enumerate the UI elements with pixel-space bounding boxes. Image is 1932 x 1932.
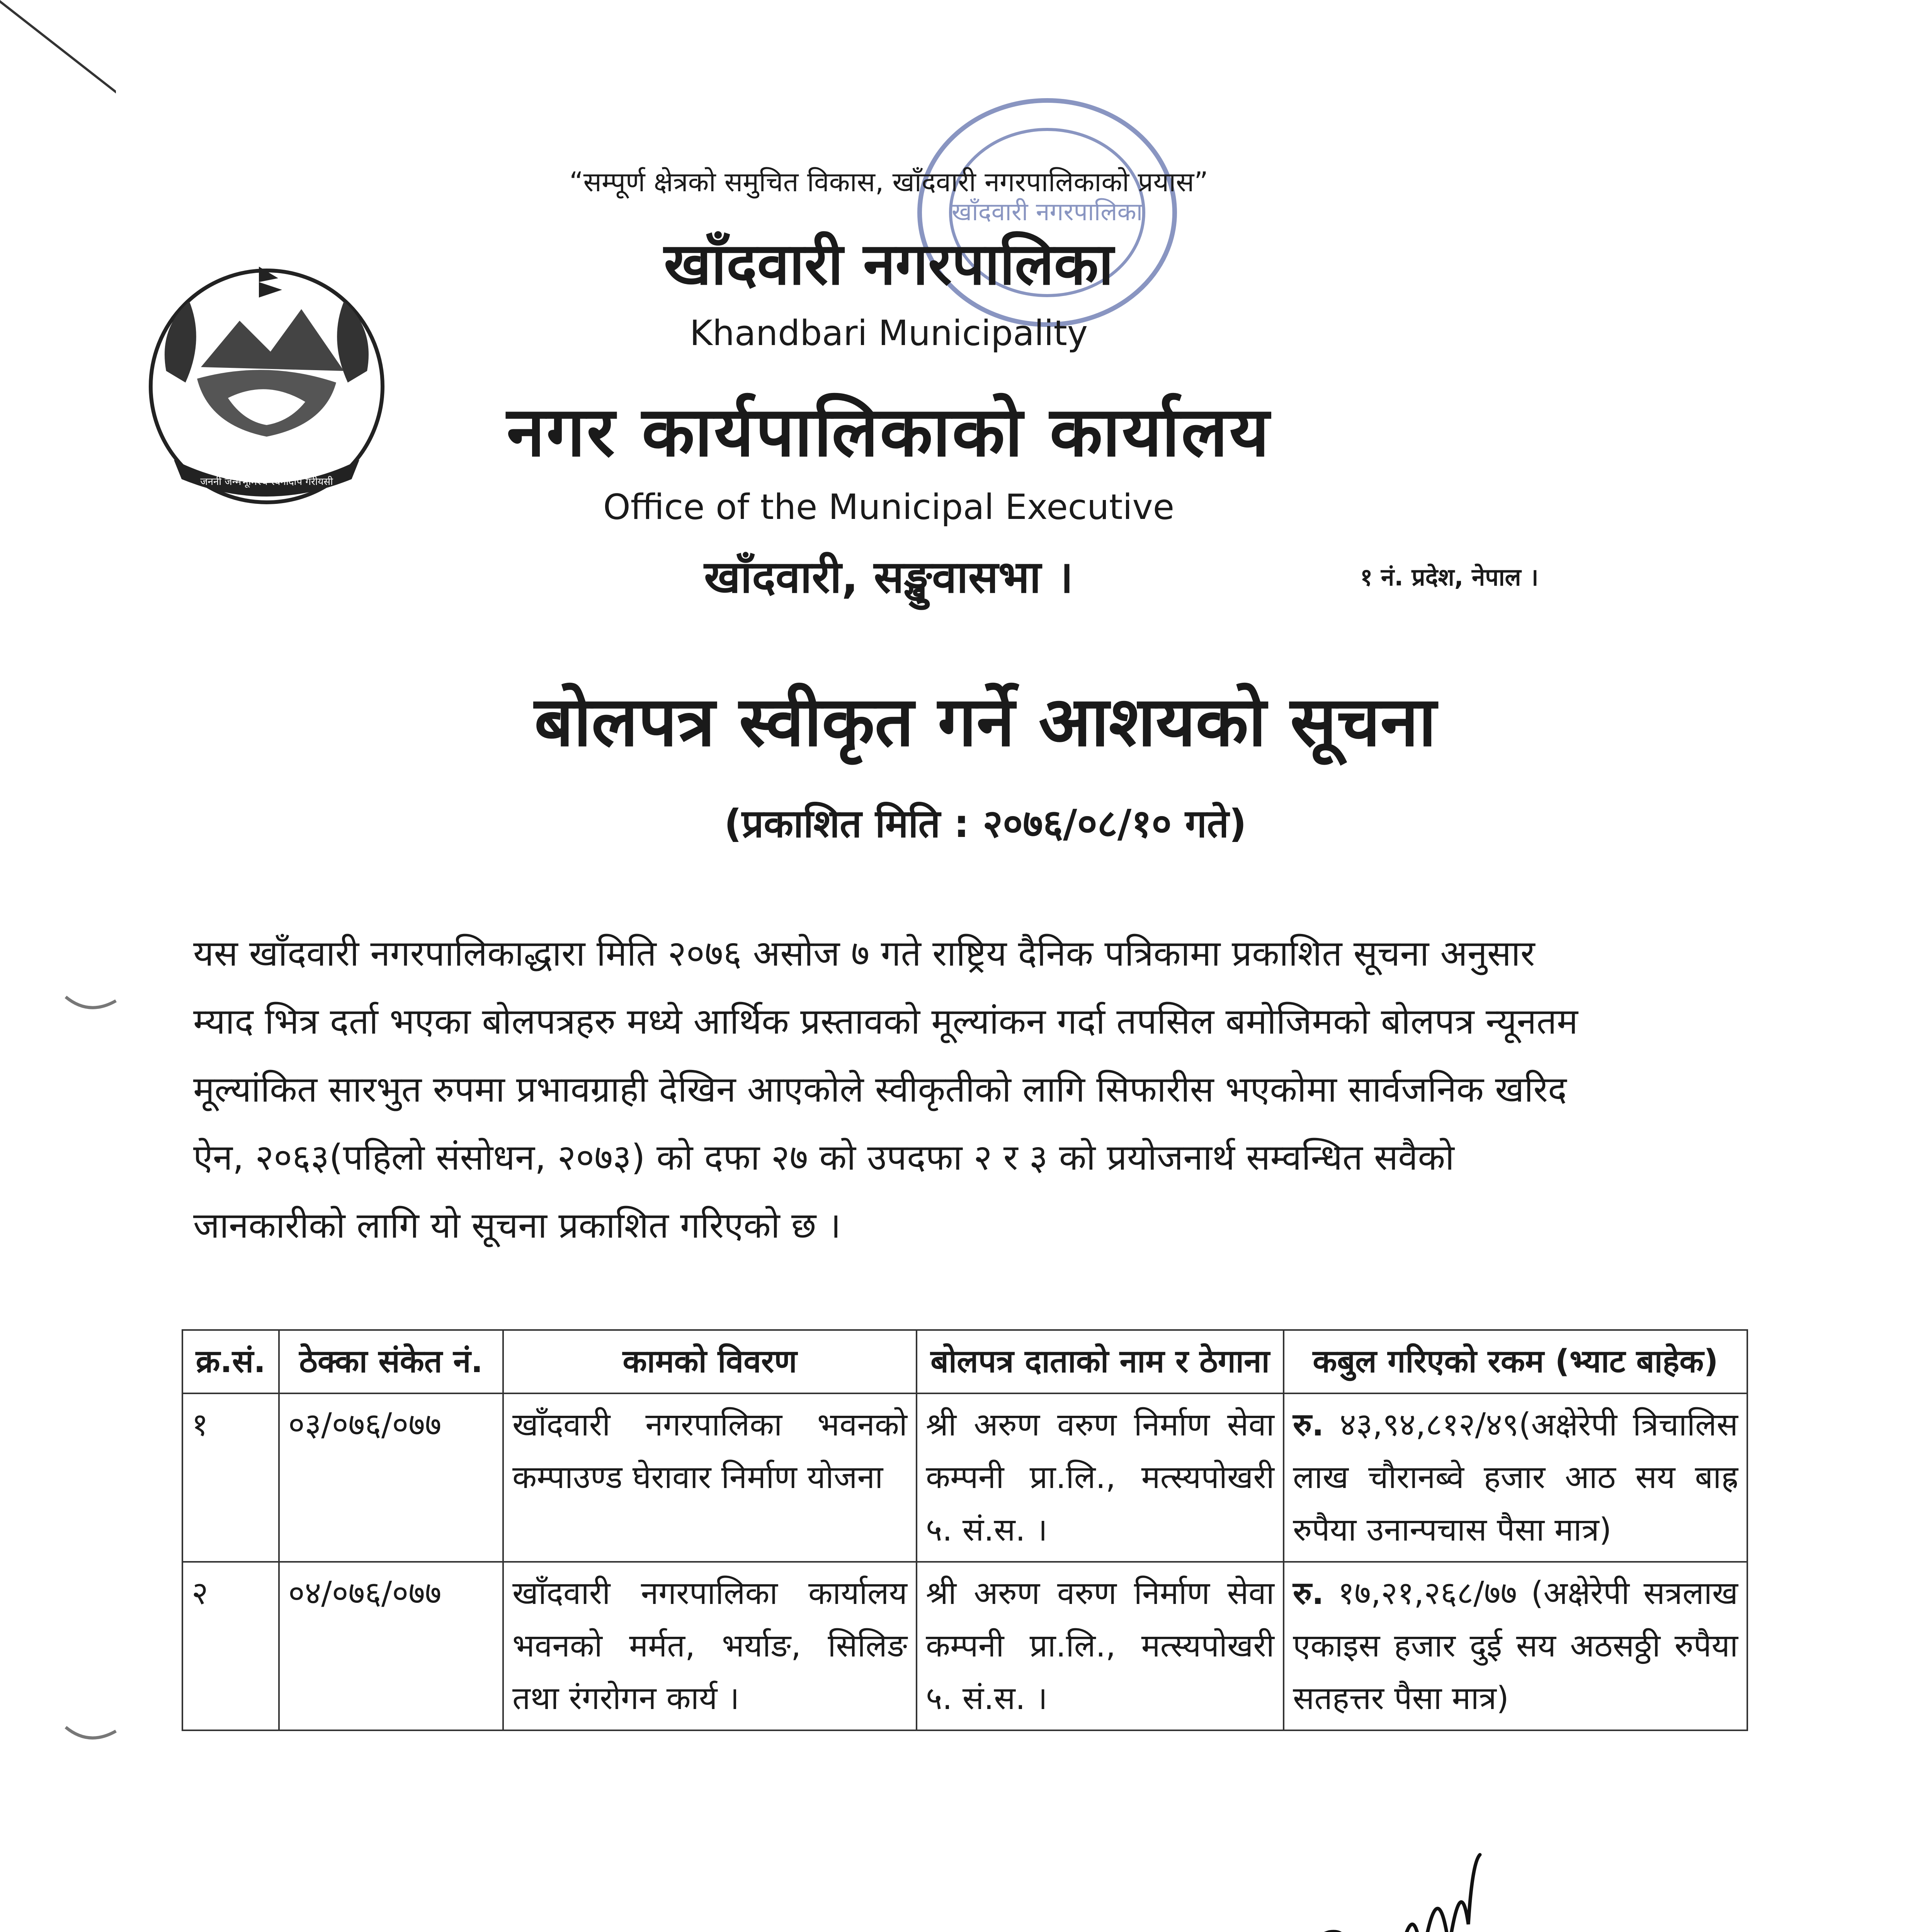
notice-body [193,920,1719,1260]
province-label: १ नं. प्रदेश, नेपाल । [1360,563,1539,591]
municipal-motto: “सम्पूर्ण क्षेत्रको समुचित विकास, खाँदवारी नगरपालिकाको प्रयास” [569,166,1208,198]
cell-amount [1284,1393,1747,1562]
header-bidder: बोलपत्र दाताको नाम र ठेगाना [917,1330,1284,1393]
published-date: (प्रकाशित मिति : २०७६/०८/१० गते) [724,801,1247,846]
office-name-nepali: नगर कार्यपालिकाको कार्यालय [507,392,1271,472]
cell-bidder: श्री अरुण वरुण निर्माण सेवा कम्पनी प्रा.लि., मत्स्यपोखरी ५. सं.स. । [917,1562,1284,1730]
cell-contract-code: ०४/०७६/०७७ [279,1562,503,1730]
notice-body-line: मूल्यांकित सारभुत रुपमा प्रभावग्राही देखिन आएकोले स्वीकृतीको लागि सिफारीस भएकोमा सार्वजनिक खरिद [193,1069,1567,1110]
notice-body-line: ऐन, २०६३(पहिलो संसोधन, २०७३) को दफा २७ को उपदफा २ र ३ को प्रयोजनार्थ सम्वन्धित सवैको [193,1137,1454,1178]
cell-bidder: श्री अरुण वरुण निर्माण सेवा कम्पनी प्रा.लि., मत्स्यपोखरी ५. सं.स. । [917,1393,1284,1562]
corner-fold [0,0,116,97]
header-amount: कबुल गरिएको रकम (भ्याट बाहेक) [1284,1330,1747,1393]
amount-text: १७,२१,२६८/७७ (अक्षेरेपी सत्रलाख एकाइस हजार दुई सय अठसठ्ठी रुपैया सतहत्तर पैसा मात्र) [1293,1575,1738,1717]
amount-prefix: रु. [1293,1575,1324,1612]
header-contract-code: ठेक्का संकेत नं. [279,1330,503,1393]
emblem-motto: जननी जन्मभूमिश्च स्वर्गादपि गरीयसी [200,476,333,488]
binder-mark-icon [62,1719,120,1750]
notice-body-line: यस खाँदवारी नगरपालिकाद्धारा मिति २०७६ असोज ७ गते राष्ट्रिय दैनिक पत्रिकामा प्रकाशित सूचना अनुसार [193,933,1535,974]
office-address: खाँदवारी, सङ्खुवासभा । [704,551,1073,603]
table-header-row [182,1330,1747,1393]
header-work-description: कामको विवरण [503,1330,917,1393]
org-name-nepali: खाँदवारी नगरपालिका [664,231,1114,298]
table-row [182,1393,1747,1562]
notice-body-line: जानकारीको लागि यो सूचना प्रकाशित गरिएको छ । [193,1205,841,1246]
signature-mark [1287,1847,1488,1932]
cell-work-description: खाँदवारी नगरपालिका कार्यालय भवनको मर्मत, भर्याङ, सिलिङ तथा रंगरोगन कार्य । [503,1562,917,1730]
notice-body-line: म्याद भित्र दर्ता भएका बोलपत्रहरु मध्ये आर्थिक प्रस्तावको मूल्यांकन गर्दा तपसिल बमोजिमको बोलपत्र न्यूनतम [193,1001,1578,1042]
cell-serial: १ [182,1393,279,1562]
office-stamp-top [900,85,1194,340]
org-name-english: Khandbari Municipality [689,313,1088,354]
bid-table [182,1329,1748,1731]
amount-prefix: रु. [1293,1406,1324,1443]
cell-serial: २ [182,1562,279,1730]
office-name-english: Office of the Municipal Executive [603,487,1175,527]
header-serial: क्र.सं. [182,1330,279,1393]
amount-text: ४३,९४,८१२/४९(अक्षेरेपी त्रिचालिस लाख चौरानब्वे हजार आठ सय बाह्र रुपैया उनान्पचास पैसा मात्र) [1293,1406,1738,1548]
notice-title: बोलपत्र स्वीकृत गर्ने आशयको सूचना [534,682,1437,762]
cell-contract-code: ०३/०७६/०७७ [279,1393,503,1562]
cell-amount [1284,1562,1747,1730]
table-row [182,1562,1747,1730]
stamp-top-text: खाँदवारी नगरपालिका [951,198,1143,226]
binder-mark-icon [62,989,120,1020]
cell-work-description: खाँदवारी नगरपालिका भवनको कम्पाउण्ड घेरावार निर्माण योजना [503,1393,917,1562]
